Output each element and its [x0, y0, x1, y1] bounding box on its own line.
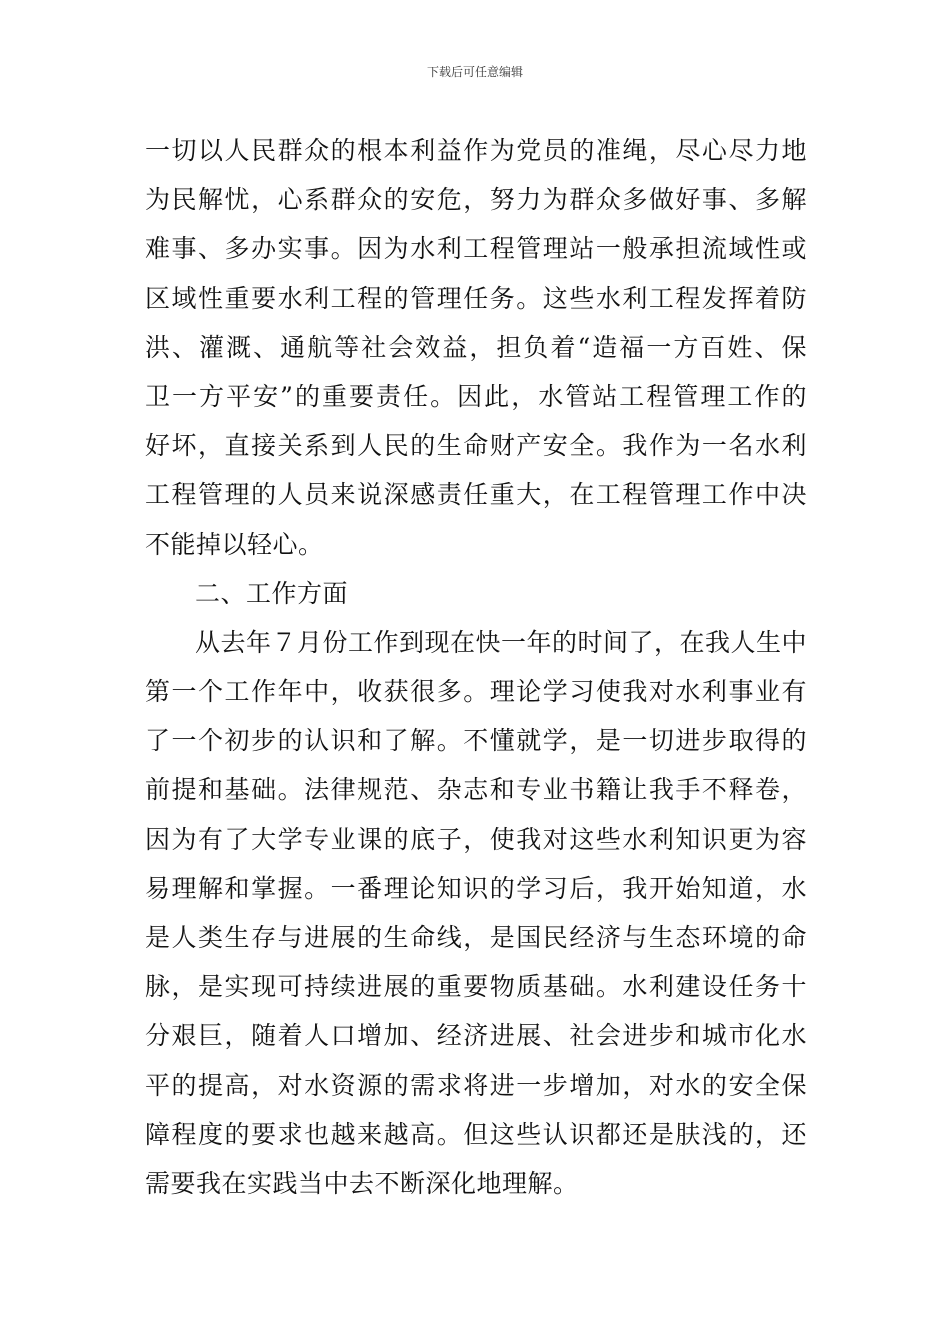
text-line: 分艰巨，随着人口增加、经济进展、社会进步和城市化水: [145, 1021, 807, 1051]
text-line: 区域性重要水利工程的管理任务。这些水利工程发挥着防: [145, 283, 807, 313]
text-line: 好坏，直接关系到人民的生命财产安全。我作为一名水利: [145, 431, 807, 461]
text-line: 脉，是实现可持续进展的重要物质基础。水利建设任务十: [145, 972, 807, 1002]
text-line: 为民解忧，心系群众的安危，努力为群众多做好事、多解: [145, 185, 807, 215]
section-title: 二、工作方面: [195, 578, 349, 608]
text-line: 洪、灌溉、通航等社会效益，担负着“造福一方百姓、保: [145, 332, 807, 362]
text-line: 障程度的要求也越来越高。但这些认识都还是肤浅的，还: [145, 1119, 807, 1149]
text-line: 是人类生存与进展的生命线，是国民经济与生态环境的命: [145, 923, 807, 952]
text-line: 不能掉以轻心。: [145, 529, 324, 559]
text-line: 需要我在实践当中去不断深化地理解。: [145, 1168, 579, 1198]
text-line: 工程管理的人员来说深感责任重大，在工程管理工作中决: [145, 480, 807, 510]
text-line: 卫一方平安”的重要责任。因此，水管站工程管理工作的: [145, 381, 807, 411]
text-line: 第一个工作年中，收获很多。理论学习使我对水利事业有: [145, 677, 807, 707]
text-line: 难事、多办实事。因为水利工程管理站一般承担流域性或: [145, 234, 807, 264]
text-line: 平的提高，对水资源的需求将进一步增加，对水的安全保: [145, 1070, 807, 1100]
text-line: 前提和基础。法律规范、杂志和专业书籍让我手不释卷，: [145, 775, 807, 805]
page-header: 下载后可任意编辑: [426, 65, 523, 79]
text-line: 从去年７月份工作到现在快一年的时间了，在我人生中: [195, 627, 808, 657]
paragraph-1: [145, 126, 807, 569]
document-body: [145, 126, 807, 1208]
text-line: 易理解和掌握。一番理论知识的学习后，我开始知道，水: [145, 873, 807, 903]
paragraph-2: [145, 618, 807, 1208]
section-heading: [145, 569, 807, 618]
text-line: 一切以人民群众的根本利益作为党员的准绳，尽心尽力地: [145, 136, 807, 165]
text-line: 了一个初步的认识和了解。不懂就学，是一切进步取得的: [145, 726, 807, 756]
text-line: 因为有了大学专业课的底子，使我对这些水利知识更为容: [145, 824, 807, 854]
